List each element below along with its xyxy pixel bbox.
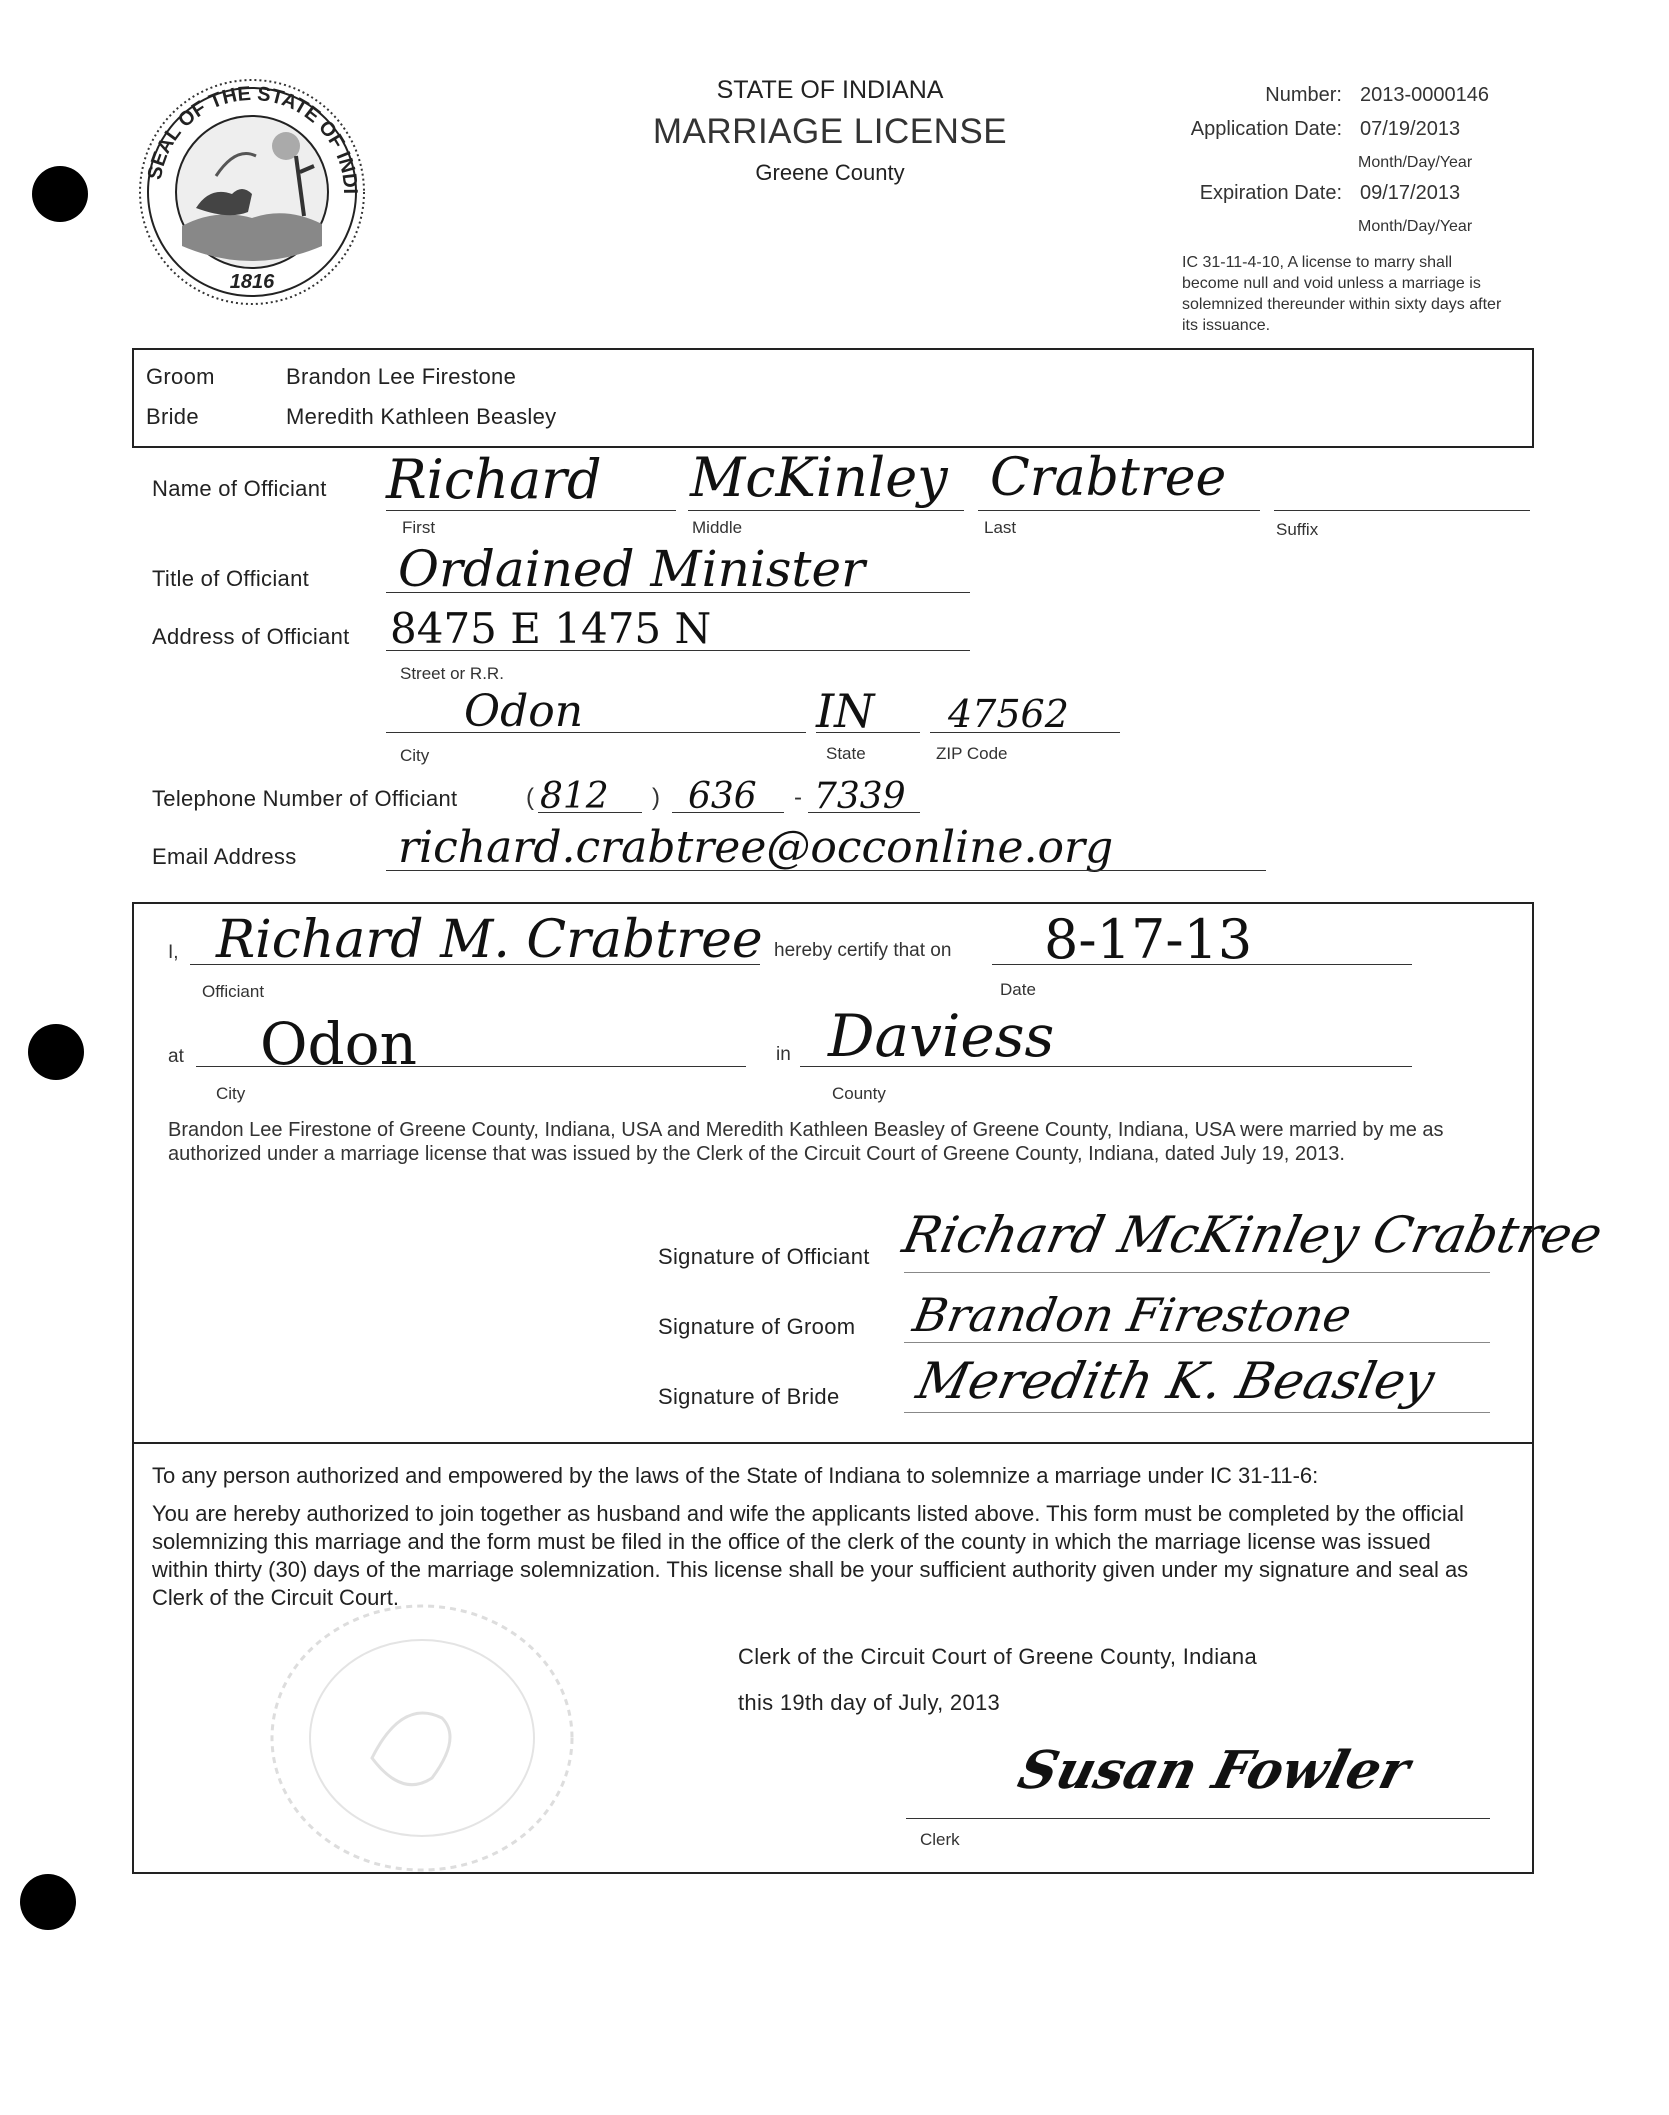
certify-text: hereby certify that on [774,940,952,961]
application-date-label: Application Date: [1190,118,1342,140]
clerk-court-line: Clerk of the Circuit Court of Greene County, Indiana [738,1644,1257,1669]
in-label: in [776,1044,791,1065]
date-caption: Date [1000,980,1036,999]
number-label: Number: [1265,84,1342,106]
clerk-caption: Clerk [920,1830,960,1849]
officiant-signature-label: Signature of Officiant [658,1244,870,1269]
officiant-signature: Richard McKinley Crabtree [897,1206,1608,1264]
authorization-intro: To any person authorized and empowered by the laws of the State of Indiana to solemnize a marriage under IC 31-11-6: [152,1463,1319,1488]
officiant-email-label: Email Address [152,844,297,869]
certification-divider [132,1442,1532,1444]
phone-line-underline [808,812,920,813]
clerk-signature: Susan Fowler [1012,1740,1416,1801]
county-caption: County [832,1084,886,1103]
suffix-label: Suffix [1276,520,1319,539]
groom-label: Groom [146,364,215,389]
marriage-county: Daviess [828,1002,1055,1070]
state-seal [136,76,368,308]
officiant-first-name: Richard [386,448,602,511]
officiant-signature-line [904,1272,1490,1273]
state-label: State [826,744,866,763]
officiant-state: IN [816,684,875,738]
email-line [386,870,1266,871]
issue-day-line: this 19th day of July, 2013 [738,1690,1001,1715]
phone-area-code: 812 [540,776,609,817]
groom-signature: Brandon Firestone [909,1288,1356,1342]
marriage-date: 8-17-13 [1044,908,1253,971]
certification-statement: Brandon Lee Firestone of Greene County, Indiana, USA and Meredith Kathleen Beasley of Greene County, Indiana, USA were married by me as authorized under a marriage license that was issued by the Clerk of the Circuit Court of Greene County, Indiana, dated July 19, 2013. [168,1119,1444,1165]
binder-hole-bottom [20,1874,76,1930]
last-label: Last [984,518,1017,537]
officiant-zip: 47562 [948,692,1069,736]
svg-text:1816: 1816 [229,271,275,293]
groom-signature-label: Signature of Groom [658,1314,856,1339]
street-line [386,650,970,651]
marriage-city: Odon [260,1010,417,1078]
officiant-middle-name: McKinley [690,446,948,509]
first-name-line [386,510,676,511]
phone-prefix: 636 [688,776,757,817]
bride-signature-line [904,1412,1490,1413]
officiant-email: richard.crabtree@occonline.org [398,822,1114,873]
marriage-city-line [196,1066,746,1067]
phone-line-number: 7339 [814,776,906,817]
i-label: I, [168,942,179,963]
phone-area-line [538,812,642,813]
phone-open-paren: ( [526,784,534,811]
binder-hole-top [32,166,88,222]
zip-line [930,732,1120,733]
county-heading: Greene County [755,160,905,185]
expiration-date-format: Month/Day/Year [1358,218,1473,235]
officiant-phone-label: Telephone Number of Officiant [152,786,458,811]
groom-signature-line [904,1342,1490,1343]
bride-signature: Meredith K. Beasley [911,1352,1440,1410]
binder-hole-middle [28,1024,84,1080]
clerk-embossed-seal [262,1598,582,1878]
expiration-date-label: Expiration Date: [1199,182,1342,204]
officiant-title: Ordained Minister [398,540,866,598]
middle-name-line [688,510,964,511]
suffix-line [1274,510,1530,511]
document-title: MARRIAGE LICENSE [652,112,1008,151]
title-line [386,592,970,593]
first-label: First [402,518,436,537]
zip-label: ZIP Code [936,744,1008,763]
officiant-street: 8475 E 1475 N [390,604,712,653]
license-number: 2013-0000146 [1360,84,1490,106]
clerk-signature-line [906,1818,1490,1819]
officiant-last-name: Crabtree [990,448,1227,508]
marriage-date-line [992,964,1412,965]
application-date: 07/19/2013 [1360,118,1461,140]
street-label: Street or R.R. [400,664,504,683]
last-name-line [978,510,1260,511]
groom-name: Brandon Lee Firestone [286,364,517,389]
state-heading: STATE OF INDIANA [716,76,944,104]
bride-name: Meredith Kathleen Beasley [286,404,557,429]
middle-label: Middle [692,518,743,537]
at-label: at [168,1046,184,1067]
marriage-county-line [800,1066,1412,1067]
bride-label: Bride [146,404,199,429]
certifying-officiant: Richard M. Crabtree [216,910,763,970]
expiration-date: 09/17/2013 [1360,182,1461,204]
city-line [386,732,806,733]
phone-dash: - [794,784,802,811]
officiant-city: Odon [464,686,584,737]
city-label: City [400,746,430,765]
phone-prefix-line [672,812,784,813]
parties-box [132,348,1534,448]
authorization-body: You are hereby authorized to join together as husband and wife the applicants listed above. This form must be completed by the official solemnizing this marriage and the form must be filed in the office of the clerk of the county in which the marriage license was issued within thirty (30) days of the marriage solemnization. This license shall be your sufficient authority given under my signature and seal as Clerk of the Circuit Court. [152,1501,1469,1610]
expiration-notice: IC 31-11-4-10, A license to marry shall become null and void unless a marriage is solemnized thereunder within sixty days after its issuance. [1182,254,1502,334]
officiant-caption: Officiant [202,982,265,1001]
officiant-title-label: Title of Officiant [152,566,310,591]
state-line [816,732,920,733]
bride-signature-label: Signature of Bride [658,1384,840,1409]
phone-close-paren: ) [652,784,660,811]
city-caption: City [216,1084,246,1103]
svg-text:SEAL OF THE STATE OF INDIANA: SEAL OF THE STATE OF INDI [143,82,362,195]
officiant-address-label: Address of Officiant [152,624,350,649]
officiant-name-label: Name of Officiant [152,476,327,501]
certifying-officiant-line [190,964,760,965]
application-date-format: Month/Day/Year [1358,154,1473,171]
